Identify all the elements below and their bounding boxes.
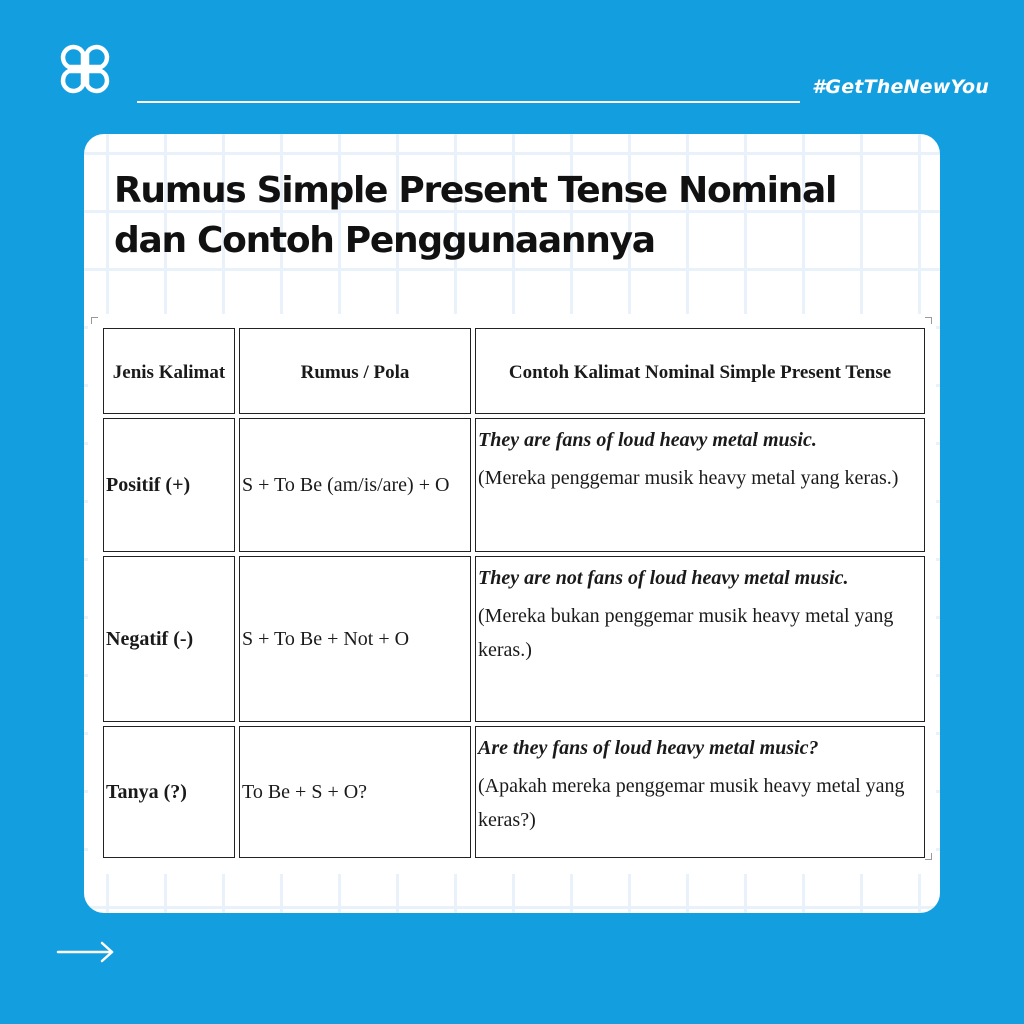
example-cell <box>475 418 925 552</box>
example-english: They are not fans of loud heavy metal music. <box>478 567 849 589</box>
example-cell <box>475 726 925 858</box>
formula-cell: S + To Be + Not + O <box>239 556 471 722</box>
example-cell <box>475 556 925 722</box>
content-card <box>84 134 940 913</box>
table-header-row <box>103 328 925 414</box>
table-row <box>103 418 925 552</box>
sentence-type-cell: Negatif (-) <box>103 556 235 722</box>
header-formula: Rumus / Pola <box>239 328 471 414</box>
hashtag-label: #GetTheNewYou <box>812 76 989 98</box>
example-translation: (Mereka penggemar musik heavy metal yang keras.) <box>478 467 899 489</box>
page-title: Rumus Simple Present Tense Nominal dan Contoh Penggunaannya <box>114 170 837 261</box>
formula-table <box>99 324 929 862</box>
example-english: They are fans of loud heavy metal music. <box>478 429 817 451</box>
document-page <box>88 314 936 874</box>
table-row <box>103 726 925 858</box>
header-sentence-type: Jenis Kalimat <box>103 328 235 414</box>
header-divider <box>137 101 800 103</box>
example-translation: (Mereka bukan penggemar musik heavy metal yang keras.) <box>478 605 894 661</box>
arrow-right-icon[interactable] <box>56 940 116 964</box>
sentence-type-cell: Tanya (?) <box>103 726 235 858</box>
crop-mark <box>91 317 98 324</box>
table-row <box>103 556 925 722</box>
header-example: Contoh Kalimat Nominal Simple Present Tense <box>475 328 925 414</box>
sentence-type-cell: Positif (+) <box>103 418 235 552</box>
formula-cell: S + To Be (am/is/are) + O <box>239 418 471 552</box>
formula-cell: To Be + S + O? <box>239 726 471 858</box>
crop-mark <box>925 317 932 324</box>
example-translation: (Apakah mereka penggemar musik heavy metal yang keras?) <box>478 775 905 831</box>
example-english: Are they fans of loud heavy metal music? <box>478 737 819 759</box>
clover-chat-logo-icon <box>56 40 114 98</box>
